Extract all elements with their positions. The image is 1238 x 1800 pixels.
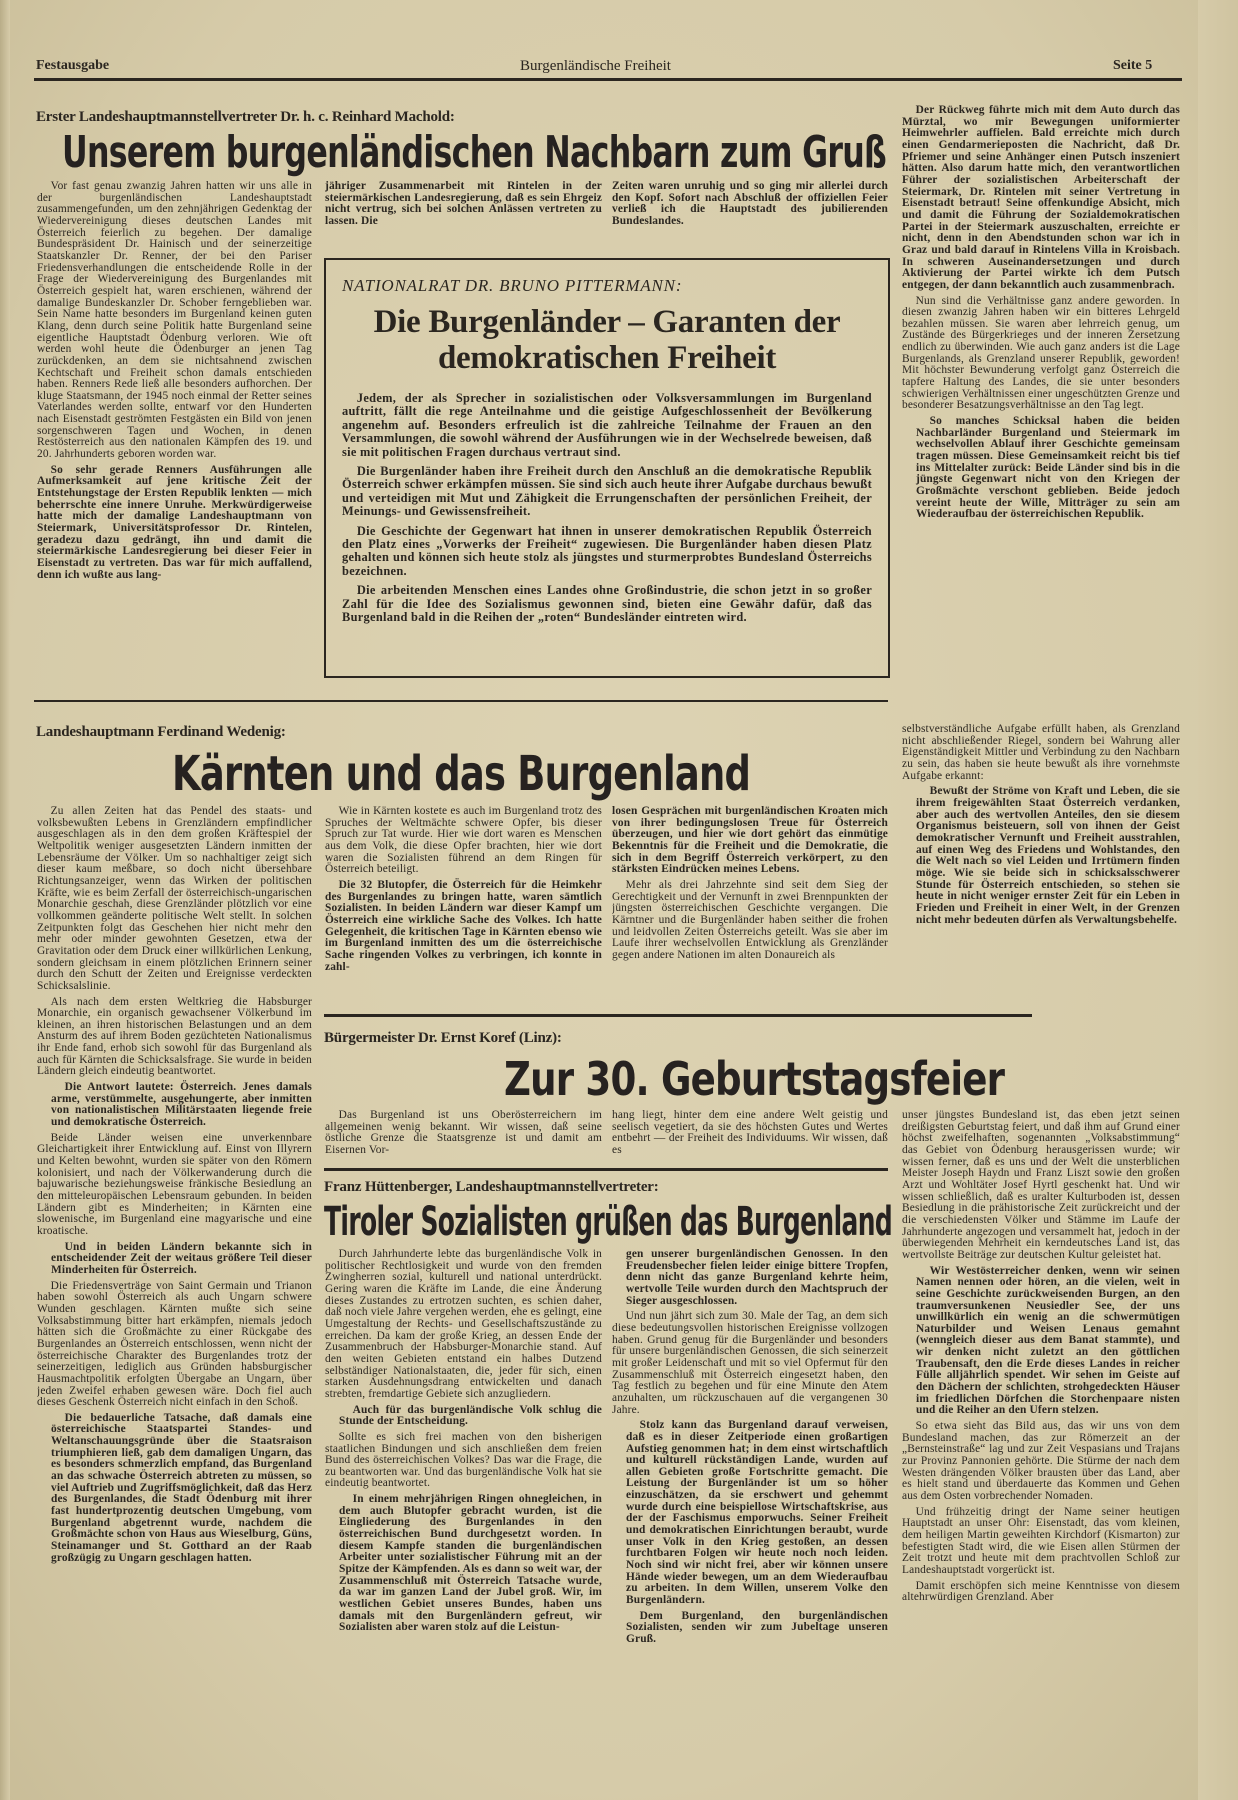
paragraph: Zu allen Zeiten hat das Pendel des staats- und volksbewußten Lebens in Grenzländern empfindlicher ausgeschlagen als in den dem großen Kräftespiel der Weltpolitik weniger ausgesetzten Ländern inmitten der Lebensräume der Völker. Um so nachhaltiger zeigt sich dieser kaum meßbare, so doch nicht übersehbare Richtungsanzeiger, wenn das Wirken der politischen Kräfte, wie es beim Zerfall der österreichisch-ungarischen Monarchie geschah, diese Grenzländer plötzlich vor eine vollkommen geänderte politische Welt stellt. In solchen Zeitpunkten folgt das Geschehen hier nicht mehr den mehr oder minder gewohnten Gesetzen, etwa der Gravitation oder dem Druck einer willkürlichen Lenkung, sondern gleichsam in einem plötzlichen Erinnern seiner durch den Schutt der Zeiten und Ereignisse verdeckten Schicksalslinie. [37, 806, 312, 992]
paragraph: Als nach dem ersten Weltkrieg die Habsburger Monarchie, ein organisch gewachsener Völkerbund im kleinen, an ihren historischen Belastungen und an dem Ansturm des auf ihrem Boden gezüchteten Nationalismus ihr Ende fand, erhob sich sowohl für das Burgenland als auch für Kärnten die Schicksalsfrage. Sie wurde in beiden Ländern gleich eindeutig beantwortet. [37, 995, 312, 1078]
wedenig-kicker: Landeshauptmann Ferdinand Wedenig: [36, 724, 286, 740]
section-rule-3 [324, 1168, 888, 1171]
pittermann-box [324, 258, 890, 678]
wedenig-column-2 [325, 806, 602, 1000]
header-newspaper-title: Burgenländische Freiheit [520, 58, 671, 74]
paragraph: So etwa sieht das Bild aus, das wir uns von dem Bundesland machen, das zur Römerzeit an der „Bernsteinstraße“ lag und zur Zeit Vespasians und Trajans zur Provinz Pannonien gehörte. Die Stürme der nach dem Westen drängenden Völker brausten über das Land, aber es hielt stand und überdauerte das Kommen und Gehen aus dem Osten vorbrechender Nomaden. [902, 1420, 1180, 1502]
paragraph: Nun sind die Verhältnisse ganz andere geworden. In diesen zwanzig Jahren haben wir ein bitteres Lehrgeld bezahlen müssen. Sie waren aber lehrreich genug, um Zustände des Bürgerkrieges und der inneren Zersetzung endlich zu überwinden. Wie auch ganz anders ist die Lage Burgenlands, als Grenzland unserer Republik, geworden! Mit höchster Bewunderung verfolgt ganz Österreich die tapfere Haltung des Landes, die sie unter besonders schwierigen Verhältnissen einer ungeschützten Grenze und besonderer Besatzungsverhältnisse an den Tag legt. [902, 294, 1180, 412]
paragraph: losen Gesprächen mit burgenländischen Kroaten mich von ihrer bedingungslosen Treue für Österreich überzeugen, und hier wie dort gehört das einmütige Bekenntnis für die Freiheit und die Demokratie, die sich in dem Begriff Österreich verkörpert, zu den stärksten Eindrücken meines Lebens. [612, 806, 888, 876]
paragraph: Wir Westösterreicher denken, wenn wir seinen Namen nennen oder hören, an die vielen, weit in seine Geschichte zurückweisenden Burgen, an den traumversunkenen Neusiedler See, der uns unwillkürlich ein wenig an die schwermütigen Naturbilder und Weisen Lenaus gemahnt (wenngleich dieser aus dem Banat stammte), und wir denken nicht zuletzt an den göttlichen Traubensaft, den die Erde dieses Landes in reicher Fülle alljährlich spendet. Wir sehen im Geiste auf den Dächern der schlichten, strohgedeckten Häuser im friedlichen Dörfchen die Storchenpaare nisten und die Reiher an den Ufern stelzen. [916, 1264, 1180, 1417]
paragraph: gen unserer burgenländischen Genossen. In den Freudensbecher fielen leider einige bittere Tropfen, denn nicht das ganze Burgenland kehrte heim, wertvolle Teile wurden durch den Machtspruch der Sieger ausgeschlossen. [626, 1249, 888, 1307]
paragraph: Die bedauerliche Tatsache, daß damals eine österreichische Staatspartei Standes- und Weltanschauungsgründe über die Staatsraison triumphieren ließ, gab dem damaligen Ungarn, das es besonders schmerzlich empfand, das Burgenland an das schwache Österreich abtreten zu müssen, so viel Auftrieb und Zugriffsmöglichkeit, daß das Herz des Burgenlandes, die Stadt Ödenburg mit ihrer fast hundertprozentig deutschen Umgebung, vom Burgenland abgetrennt wurde, nachdem die Großmächte schon von Haus aus Wieselburg, Güns, Steinamanger und St. Gotthard an der Raab großzügig zu Ungarn geschlagen hatten. [51, 1411, 312, 1564]
huettenberger-column-2 [612, 1249, 888, 1777]
koref-column-3 [902, 1110, 1180, 1778]
paragraph: Beide Länder weisen eine unverkennbare Gleichartigkeit ihrer Entwicklung auf. Einst von Illyrern und Kelten bewohnt, wurden sie später von den Römern kolonisiert, und nach der Völkerwanderung durch die bajuwarische beziehungsweise fränkische Besiedlung an den mitteleuropäischen Lebensraum gebunden. In beiden Ländern gibt es Minderheiten; in Kärnten eine slowenische, im Burgenland eine magyarische und eine kroatische. [37, 1131, 312, 1237]
paragraph: Durch Jahrhunderte lebte das burgenländische Volk in politischer Rechtlosigkeit und wurde von den fremden Zwingherren sozial, kulturell und national unterdrückt. Gering waren die Kräfte im Lande, die eine Änderung dieses Zustandes zu ertrotzen suchten, es schien daher, daß noch viele Jahre vergehen werden, ehe es gelingt, eine Umgestaltung der Rechts- und Gesellschaftszustände zu erreichen. Da kam der große Krieg, an dessen Ende der Zusammenbruch der Habsburger-Monarchie stand. Auf den weiten Gebieten entstand ein halbes Dutzend selbständiger Nationalstaaten, die, jeder für sich, einen starken Ausdehnungsdrang entwickelten und danach strebten, fremdartige Gebiete sich anzugliedern. [325, 1249, 602, 1400]
huettenberger-headline: Tiroler Sozialisten grüßen das Burgenland [324, 1199, 893, 1245]
paragraph: Auch für das burgenländische Volk schlug die Stunde der Entscheidung. [339, 1403, 602, 1428]
header-page-number: Seite 5 [1113, 58, 1153, 73]
paragraph: Die 32 Blutopfer, die Österreich für die Heimkehr des Burgenlandes zu bringen hatte, waren sämtlich Sozialisten. In beiden Ländern war dieser Kampf um Österreich eine wirkliche Sache des Volkes. Ich hatte Gelegenheit, die kritischen Tage in Kärnten ebenso wie im Burgenland inmitten des um die österreichische Sache ringenden Volkes zu verbringen, ich konnte in zahl- [325, 878, 602, 973]
paragraph: hang liegt, hinter dem eine andere Welt geistig und seelisch vegetiert, da sie des höchsten Gutes und Wertes entbehrt — der Freiheit des Individuums. Wir wissen, daß es [612, 1110, 888, 1156]
machold-column-1 [37, 181, 312, 676]
paragraph: Die Burgenländer haben ihre Freiheit durch den Anschluß an die demokratische Republik Österreich schwer erkämpfen müssen. Sie sind sich auch heute ihrer Aufgabe durchaus bewußt und verteidigen mit Mut und Zähigkeit die Errungenschaften der persönlichen Freiheit, der Meinungs- und Gewissensfreiheit. [342, 464, 872, 519]
paragraph: So sehr gerade Renners Ausführungen alle Aufmerksamkeit auf jene kritische Zeit der Entstehungstage der Ersten Republik lenkten — mich beherrschte eine innere Unruhe. Merkwürdigerweise hatte mich der damalige Landeshauptmann von Steiermark, Universitätsprofessor Dr. Rintelen, geradezu dazu gedrängt, ihn und damit die steiermärkische Landesregierung bei dieser Feier in Eisenstadt zu vertreten. Das war für mich auffallend, denn ich wußte aus lang- [37, 463, 312, 581]
paragraph: Das Burgenland ist uns Oberösterreichern im allgemeinen wenig bekannt. Wir wissen, daß seine östliche Grenze die Staatsgrenze ist und damit am Eisernen Vor- [325, 1110, 602, 1156]
paragraph: Und nun jährt sich zum 30. Male der Tag, an dem sich diese bedeutungsvollen historischen Ereignisse vollzogen haben. Grund genug für die Burgenländer und besonders für unsere burgenländischen Genossen, die sich seinerzeit mit großer Leidenschaft und mit so viel Opfermut für den Zusammenschluß mit Österreich eingesetzt haben, den Tag festlich zu begehen und für eine Minute den Atem anzuhalten, um rückzuschauen auf die vergangenen 30 Jahre. [612, 1310, 888, 1416]
scan-edge-right [1198, 0, 1238, 1800]
paragraph: So manches Schicksal haben die beiden Nachbarländer Burgenland und Steiermark im wechselvollen Ablauf ihrer Geschichte gemeinsam tragen müssen. Diese Gemeinsamkeit reicht bis tief ins Mittelalter zurück: Beide Länder sind bis in die jüngste Gegenwart nicht von den Kriegen der Großmächte verschont geblieben. Beide jedoch vereint heute der Wille, Mitträger zu sein am Wiederaufbau der österreichischen Republik. [916, 415, 1180, 521]
paragraph: Wie in Kärnten kostete es auch im Burgenland trotz des Spruches der Weltmächte schwere Opfer, bis dieser Spruch zur Tat wurde. Hier wie dort waren es Menschen aus dem Volk, die diese Opfer brachten, hier wie dort waren die Sozialisten führend an dem Ringen für Österreich beteiligt. [325, 806, 602, 876]
paragraph: Sollte es sich frei machen von den bisherigen staatlichen Bindungen und sich anschließen dem freien Bund des österreichischen Volkes? Das war die Frage, die zu beantworten war. Und das burgenländische Volk hat sie eindeutig beantwortet. [325, 1430, 602, 1490]
paragraph: Und in beiden Ländern bekannte sich in entscheidender Zeit der weitaus größere Teil dieser Minderheiten für Österreich. [51, 1240, 312, 1276]
koref-headline: Zur 30. Geburtstagsfeier [504, 1052, 1005, 1106]
paragraph: unser jüngstes Bundesland ist, das eben jetzt seinen dreißigsten Geburtstag feiert, und daß ihm auf Grund einer höchst zweifelhaften, sogenannten „Volksabstimmung“ das Gebiet von Ödenburg herausgerissen wurde; wir wissen ferner, daß es uns und der Welt die unsterblichen Meister Joseph Haydn und Franz Liszt sowie den großen Arzt und Wohltäter Josef Hyrtl geschenkt hat. Und wir wissen schließlich, daß es uralter Kulturboden ist, dessen Besiedlung in die prähistorische Zeit zurückreicht und der die verschiedensten Völker und Stämme im Laufe der Jahrhunderte angezogen und versammelt hat, jedoch in der überwiegenden Mehrheit ein kerndeutsches Land ist, das wertvollste Beiträge zur deutschen Kultur geleistet hat. [902, 1110, 1180, 1261]
paragraph: Dem Burgenland, den burgenländischen Sozialisten, senden wir zum Jubeltage unseren Gruß. [626, 1609, 888, 1645]
paragraph: Jedem, der als Sprecher in sozialistischen oder Volksversammlungen im Burgenland auftritt, fällt die rege Anteilnahme und die geistige Aufgeschlossenheit der Bevölkerung angenehm auf. Besonders erfreulich ist die zahlreiche Teilnahme der Frauen an den Versammlungen, die sowohl während der Ausführungen wie in der Wechselrede beweisen, daß sie mit politischen Fragen durchaus vertraut sind. [342, 392, 872, 459]
machold-column-3 [612, 181, 888, 233]
scan-edge-left [0, 0, 10, 1800]
header-rule [34, 78, 1182, 81]
pittermann-kicker: NATIONALRAT DR. BRUNO PITTERMANN: [342, 276, 683, 295]
paragraph: jähriger Zusammenarbeit mit Rintelen in der steiermärkischen Landesregierung, daß es sein Ehrgeiz nicht vertrug, sich bei solchen Anlässen vertreten zu lassen. Die [325, 181, 602, 227]
machold-column-2 [325, 181, 602, 233]
paragraph: Die Antwort lautete: Österreich. Jenes damals arme, verstümmelte, ausgehungerte, aber inmitten von nationalistischen Militärstaaten liegende freie und demokratische Österreich. [51, 1081, 312, 1129]
paragraph: Der Rückweg führte mich mit dem Auto durch das Mürztal, wo mir Bewegungen uniformierter Heimwehrler auffielen. Bald erreichte mich durch einen Gendarmerieposten die Nachricht, daß Dr. Pfriemer und seine Anhänger einen Putsch inszeniert hätten. Also darum hatte mich, den verantwortlichen Führer der sozialistischen Arbeiterschaft der Steiermark, Dr. Rintelen mit seiner Vertretung in Eisenstadt betraut! Seine offenkundige Absicht, mich und damit die Führung der Sozialdemokratischen Partei in der Steiermark auszuschalten, erreichte er nicht, denn in den Abendstunden schon war ich in Graz und bald darauf in Rintelens Villa in Kroisbach. In schweren Auseinandersetzungen und durch Aktivierung der Partei wirkte ich dem Putsch entgegen, der dann bekanntlich auch zusammenbrach. [902, 105, 1180, 291]
paragraph: Vor fast genau zwanzig Jahren hatten wir uns alle in der burgenländischen Landeshauptstadt zusammengefunden, um den zehnjährigen Gedenktag der Wiedervereinigung dieses deutschen Landes mit Österreich feierlich zu begehen. Der damalige Bundespräsident Dr. Hainisch und der seinerzeitige Staatskanzler Dr. Renner, der bei den Pariser Friedensverhandlungen die entscheidende Rolle in der Frage der Wiedervereinigung des Burgenlandes mit Österreich gespielt hat, waren erschienen, während der damalige Bundeskanzler Dr. Schober ferngeblieben war. Sein Name hatte besonders im Burgenland keinen guten Klang, denn durch seine Politik hatte Burgenland seine eigentliche Hauptstadt Ödenburg verloren. Wie oft werden wohl heute die Ödenburger an jenen Tag zurückdenken, an dem sie nichtsahnend zwischen Kechtschaft und Freiheit schon damals entschieden haben. Renners Rede ließ alle besonders aufhorchen. Der kluge Staatsmann, der 1945 noch einmal der Retter seines Vaterlandes werden sollte, entwarf vor den Hunderten nach Eisenstadt geströmten Festgästen ein Bild von jenen sorgenschweren Tagen und Wochen, in denen Restösterreich aus den nationalen Kämpfen des 19. und 20. Jahrhunderts geboren worden war. [37, 181, 312, 461]
paragraph: Damit erschöpfen sich meine Kenntnisse von diesem altehrwürdigen Grenzland. Aber [902, 1579, 1180, 1604]
wedenig-column-3 [612, 806, 888, 1000]
paragraph: selbstverständliche Aufgabe erfüllt haben, als Grenzland nicht abschließender Riegel, sondern bei Wahrung aller Eigenständigkeit Mittler und Verbindung zu den Nachbarn zu sein, das haben sie heute bewußt als ihre vornehmste Aufgabe erkannt: [902, 724, 1180, 782]
paragraph: Mehr als drei Jahrzehnte sind seit dem Sieg der Gerechtigkeit und der Vernunft in zwei Brennpunkten der jüngsten österreichischen Geschichte vergangen. Die Kärntner und die Burgenländer haben seither die frohen und leidvollen Zeiten Österreichs geteilt. Was sie aber im Laufe ihrer wechselvollen Entwicklung als Grenzländer gegen andere Nationen im alten Donaureich als [612, 878, 888, 961]
machold-headline: Unserem burgenländischen Nachbarn zum Gruß [62, 127, 887, 178]
huettenberger-kicker: Franz Hüttenberger, Landeshauptmannstellvertreter: [324, 1179, 659, 1195]
koref-kicker: Bürgermeister Dr. Ernst Koref (Linz): [324, 1030, 562, 1046]
section-rule-1 [34, 700, 888, 702]
paragraph: In einem mehrjährigen Ringen ohnegleichen, in dem auch Blutopfer gebracht wurden, ist die Eingliederung des Burgenlandes in den österreichischen Bund durchgesetzt worden. In diesem Kampfe standen die burgenländischen Arbeiter unter sozialistischer Führung mit an der Spitze der Kämpfenden. Als es dann so weit war, der Zusammenschluß mit Österreich Tatsache wurde, da war im ganzen Land der Jubel groß. Wir, im westlichen Gebiet unseres Bundes, haben uns damals mit den Burgenländern gefreut, wir Sozialisten aber waren stolz auf die Leistun- [339, 1493, 602, 1634]
wedenig-column-4 [902, 724, 1180, 1000]
paragraph: Die arbeitenden Menschen eines Landes ohne Großindustrie, die schon jetzt in so großer Zahl für die Idee des Sozialismus gewonnen sind, bieten eine Gewähr dafür, daß das Burgenland bald in die Reihen der „roten“ Bundesländer eintreten wird. [342, 583, 872, 625]
wedenig-headline: Kärnten und das Burgenland [172, 746, 751, 802]
paragraph: Bewußt der Ströme von Kraft und Leben, die sie ihrem freigewählten Staat Österreich verdanken, aber auch des wertvollen Anteiles, den sie diesem Organismus beisteuern, soll von ihnen der Geist demokratischer Vernunft und Freiheit ausstrahlen, auf einen Weg des Friedens und Wohlstandes, den die Welt nach so viel Leiden und Irrtümern finden möge. Wie sie beide sich in schicksalsschwerer Stunde für Österreich entschieden, so stehen sie heute in nicht weniger ernster Zeit für ein Leben in Frieden und Freiheit in einer Welt, in der Grenzen nicht mehr bedeuten dürfen als Verwaltungsbehelfe. [916, 785, 1180, 926]
paragraph: Stolz kann das Burgenland darauf verweisen, daß es in dieser Zeitperiode einen großartigen Aufstieg genommen hat; in dem einst wirtschaftlich und kulturell rückständigen Lande, wurden auf allen Gebieten große Fortschritte gemacht. Die Leistung der Burgenländer ist um so höher einzuschätzen, da sie erschwert und gehemmt wurde durch eine beispiellose Wirtschaftskrise, aus der der Faschismus emporwuchs. Seiner Freiheit und demokratischen Einrichtungen beraubt, wurde unser Volk in den Krieg gestoßen, an dessen furchtbaren Folgen wir heute noch noch leiden. Noch sind wir nicht frei, aber wir können unsere Hände wieder bewegen, um an dem Wiederaufbau zu arbeiten. In dem Willen, unserem Volke den Burgenländern. [626, 1419, 888, 1607]
machold-kicker: Erster Landeshauptmannstellvertreter Dr. h. c. Reinhard Machold: [36, 109, 455, 125]
paragraph: Zeiten waren unruhig und so ging mir allerlei durch den Kopf. Sofort nach Abschluß der offiziellen Feier verließ ich die Hauptstadt des jubilierenden Bundeslandes. [612, 181, 888, 227]
koref-column-1 [325, 1110, 602, 1160]
wedenig-column-1 [37, 806, 312, 1778]
section-rule-2 [324, 1014, 1032, 1017]
pittermann-body [342, 392, 872, 662]
machold-column-4 [902, 105, 1180, 695]
huettenberger-column-1 [325, 1249, 602, 1777]
paragraph: Und frühzeitig dringt der Name seiner heutigen Hauptstadt an unser Ohr: Eisenstadt, das vom kleinen, dem heiligen Martin geweihten Kirchdorf (Kismarton) zur befestigten Stadt wird, die wie Eisen allen Stürmen der Zeit trotzt und heute mit dem prachtvollen Schloß zur Landeshauptstadt vorgerückt ist. [902, 1505, 1180, 1576]
pittermann-headline: Die Burgenländer – Garanten der demokratischen Freiheit [373, 304, 841, 376]
paragraph: Die Geschichte der Gegenwart hat ihnen in unserer demokratischen Republik Österreich den Platz eines „Vorwerks der Freiheit“ zugewiesen. Die Burgenländer haben diesen Platz gehalten und können sich heute stolz als jüngstes und sturmerprobtes Bundesland Österreichs bezeichnen. [342, 523, 872, 578]
koref-column-2 [612, 1110, 888, 1160]
paragraph: Die Friedensverträge von Saint Germain und Trianon haben sowohl Österreich als auch Ungarn schwere Wunden geschlagen. Kärnten mußte sich seine Volksabstimmung bitter hart erkämpfen, niemals jedoch hätten sich die Großmächte zu einer Rückgabe des Burgenlandes an Österreich entschlossen, wenn nicht der österreichische Charakter des Burgenlandes trotz der seinerzeitigen, lediglich aus Gründen habsburgischer Hausmachtpolitik erfolgten Übergabe an Ungarn, über jeden Zweifel erhaben gewesen wäre. Doch fiel auch dieses Geschenk Österreich nicht einfach in den Schoß. [37, 1279, 312, 1409]
header-section-label: Festausgabe [36, 58, 110, 73]
